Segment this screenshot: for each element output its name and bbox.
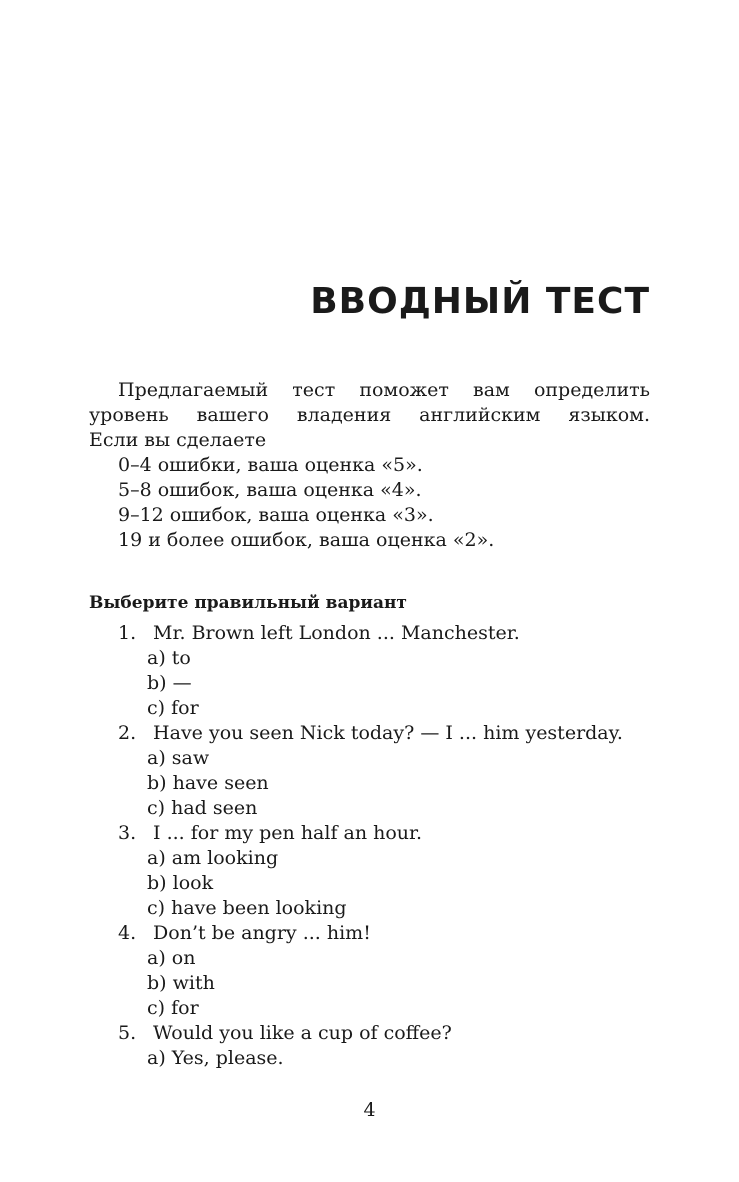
question-3 xyxy=(89,821,689,921)
question-4 xyxy=(89,921,689,1021)
answer-option: b) — xyxy=(147,672,192,694)
page-number: 4 xyxy=(363,1099,376,1121)
question-number: 5. xyxy=(118,1022,137,1044)
task-heading: Выберите правильный вариант xyxy=(89,593,407,613)
score-line-3: 9–12 ошибок, ваша оценка «3». xyxy=(118,504,434,526)
answer-option: c) have been looking xyxy=(147,897,347,919)
intro-line-3: Если вы сделаете xyxy=(89,429,267,451)
intro-paragraph xyxy=(89,378,650,553)
question-1 xyxy=(89,621,689,721)
question-text xyxy=(89,721,689,746)
score-line-2: 5–8 ошибок, ваша оценка «4». xyxy=(118,479,422,501)
answer-option: c) for xyxy=(147,697,199,719)
score-line-1: 0–4 ошибки, ваша оценка «5». xyxy=(118,454,423,476)
question-5 xyxy=(89,1021,689,1071)
score-line-4: 19 и более ошибок, ваша оценка «2». xyxy=(118,529,495,551)
question-list xyxy=(89,621,689,1071)
question-number: 3. xyxy=(118,822,137,844)
question-number: 2. xyxy=(118,722,137,744)
answer-option: a) Yes, please. xyxy=(147,1047,284,1069)
intro-line-1: Предлагаемый тест поможет вам определить xyxy=(118,379,650,401)
question-number: 1. xyxy=(118,622,137,644)
question-stem: Have you seen Nick today? — I ... him yesterday. xyxy=(153,722,623,744)
question-text xyxy=(89,921,689,946)
question-text xyxy=(89,821,689,846)
answer-option: a) am looking xyxy=(147,847,279,869)
question-stem: Mr. Brown left London ... Manchester. xyxy=(153,622,520,644)
answer-option: c) for xyxy=(147,997,199,1019)
question-stem: Would you like a cup of coffee? xyxy=(153,1022,452,1044)
question-stem: I ... for my pen half an hour. xyxy=(153,822,423,844)
answer-option: a) on xyxy=(147,947,196,969)
question-stem: Don’t be angry ... him! xyxy=(153,922,371,944)
answer-option: c) had seen xyxy=(147,797,258,819)
answer-option: a) saw xyxy=(147,747,210,769)
answer-option: b) have seen xyxy=(147,772,269,794)
answer-option: b) look xyxy=(147,872,214,894)
question-text xyxy=(89,1021,689,1046)
answer-option: a) to xyxy=(147,647,191,669)
answer-option: b) with xyxy=(147,972,215,994)
question-text xyxy=(89,621,689,646)
intro-line-2: уровень вашего владения английским языком. xyxy=(89,404,650,426)
page-title: ВВОДНЫЙ ТЕСТ xyxy=(310,281,650,322)
question-2 xyxy=(89,721,689,821)
question-number: 4. xyxy=(118,922,137,944)
